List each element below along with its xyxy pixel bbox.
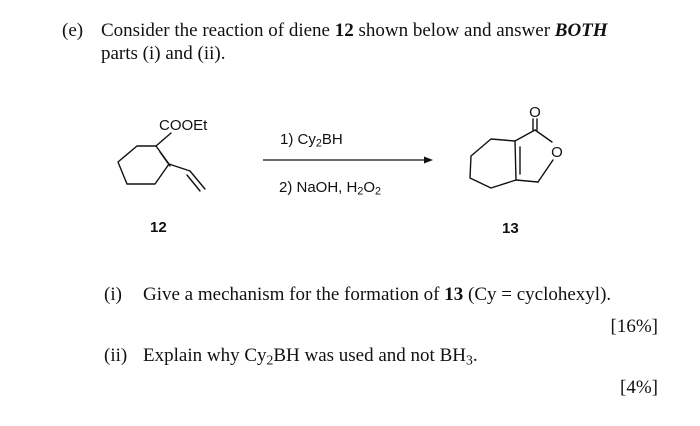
reactant-ring bbox=[118, 146, 169, 184]
question-text-pre: Consider the reaction of diene bbox=[101, 20, 335, 41]
question-label: (e) bbox=[62, 20, 84, 41]
vinyl-bond bbox=[169, 164, 190, 171]
reagent-step-2: 2) NaOH, $H_2O_2$ bbox=[279, 179, 382, 198]
product-label: 13 bbox=[502, 220, 519, 237]
part-i-label: (i) bbox=[104, 284, 122, 305]
product-lactone-structure bbox=[470, 119, 553, 188]
ester-o-bond-a bbox=[535, 130, 552, 142]
part-ii-marks: [4%] bbox=[620, 377, 658, 398]
vinyl-double-bond-b bbox=[187, 175, 200, 191]
compound-ref-13: 13 bbox=[444, 284, 464, 305]
ch2-bond-a bbox=[516, 180, 538, 182]
reagent-step-1: 1) $Cy_2BH$ bbox=[280, 131, 343, 150]
carbonyl-oxygen-label: O bbox=[529, 104, 541, 121]
reactant-label: 12 bbox=[150, 219, 167, 236]
question-text-post: shown below and answer bbox=[353, 20, 555, 41]
reaction-arrow bbox=[263, 157, 433, 164]
part-i-text: Give a mechanism for the formation of 13 (Cy = cyclohexyl). bbox=[143, 284, 612, 305]
emphasis-both: BOTH bbox=[554, 20, 608, 41]
part-ii-label: (ii) bbox=[104, 345, 128, 366]
compound-ref-12: 12 bbox=[334, 20, 354, 41]
question-line-2: parts (i) and (ii). bbox=[101, 43, 226, 64]
reactant-ester-label: COOEt bbox=[159, 117, 208, 134]
ester-bond bbox=[156, 133, 171, 146]
reactant-diene-structure bbox=[118, 133, 205, 191]
carbonyl-carbon-bond bbox=[515, 130, 535, 141]
vinyl-double-bond-a bbox=[190, 171, 205, 189]
product-carbocycle bbox=[470, 139, 516, 188]
fused-bond bbox=[515, 141, 516, 180]
ring-oxygen-label: O bbox=[551, 144, 563, 161]
part-ii-text: Explain why $Cy_2BH$ was used and not $BH_3$. bbox=[143, 345, 478, 368]
part-i-marks: [16%] bbox=[610, 316, 658, 337]
ester-o-bond-b bbox=[538, 160, 553, 182]
